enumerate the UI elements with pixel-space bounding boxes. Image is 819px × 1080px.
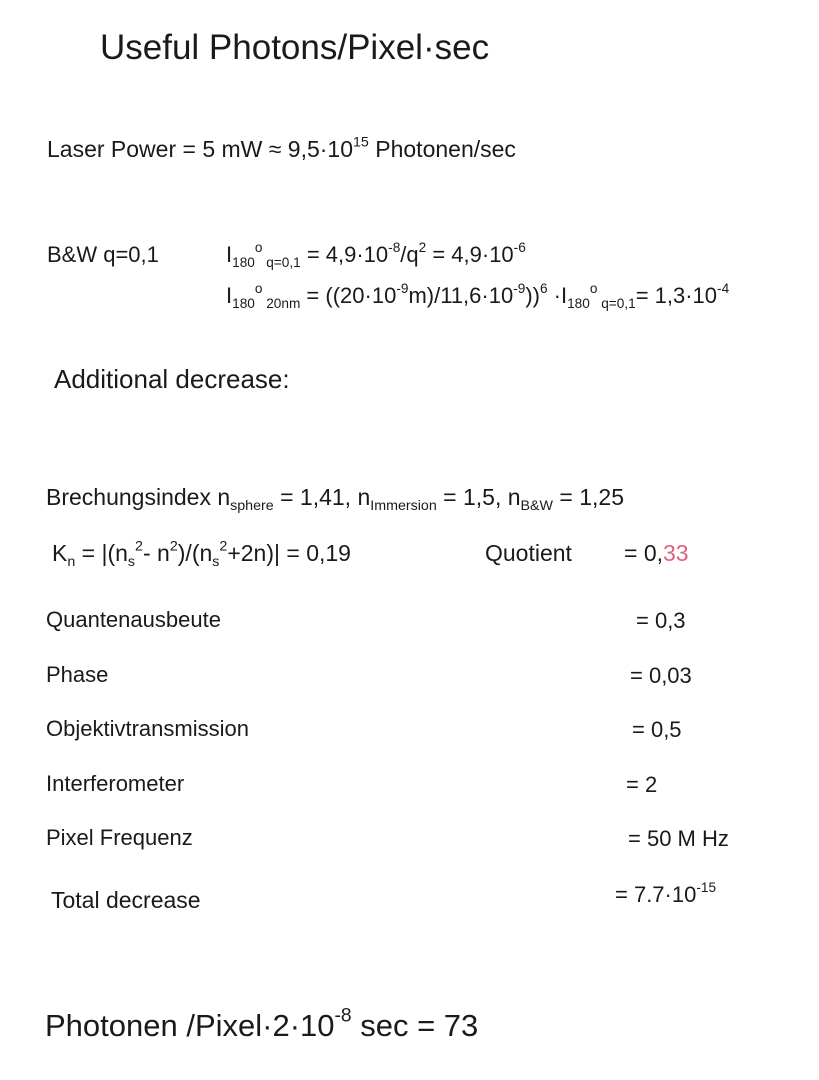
degree-sup: o <box>254 239 263 255</box>
page-title: Useful Photons/Pixel·sec <box>100 28 490 67</box>
laser-power-prefix: Laser Power = 5 mW ≈ 9,5·10 <box>47 136 353 162</box>
bw-line2-exp1: -9 <box>396 280 409 296</box>
degree-sup-3: o <box>589 280 598 296</box>
brechung-part3: = 1,5, n <box>436 484 521 510</box>
kn-part5: +2n)| = 0,19 <box>227 540 351 566</box>
brechung-sub-sphere: sphere <box>230 497 274 514</box>
brechungsindex-line <box>46 484 624 514</box>
brechung-part4: = 1,25 <box>553 484 624 510</box>
section-heading: Additional decrease: <box>54 364 290 394</box>
factor-value-interferometer: = 2 <box>626 772 658 797</box>
bw-line-1 <box>226 239 526 270</box>
intensity-symbol-2: I <box>226 283 233 308</box>
factor-value-phase: = 0,03 <box>630 663 692 688</box>
bw-line1-exp2: 2 <box>418 239 427 255</box>
kn-exp3: 2 <box>219 538 228 555</box>
intensity-symbol: I <box>226 242 233 267</box>
factor-value-objektivtransmission: = 0,5 <box>632 717 682 742</box>
intensity-sub-20nm: 20nm <box>262 295 301 311</box>
factor-label-objektivtransmission: Objektivtransmission <box>46 716 249 741</box>
factor-value-quantenausbeute: = 0,3 <box>636 608 686 633</box>
bw-label: B&W q=0,1 <box>47 242 159 267</box>
factor-label-phase: Phase <box>46 662 109 687</box>
factor-label-interferometer: Interferometer <box>46 771 185 796</box>
factor-value-pixel-frequenz: = 50 M Hz <box>628 826 729 851</box>
brechung-part1: Brechungsindex n <box>46 484 231 510</box>
bw-line1-exp3: -6 <box>513 239 526 255</box>
brechung-sub-immersion: Immersion <box>370 497 437 514</box>
kn-sub-s1: s <box>127 553 136 570</box>
brechung-part2: = 1,41, n <box>273 484 371 510</box>
bw-line1-part3: = 4,9·10 <box>426 242 514 267</box>
result-exp: -8 <box>334 1005 352 1027</box>
factor-label-quantenausbeute: Quantenausbeute <box>46 607 221 632</box>
kn-part3: - n <box>142 540 170 566</box>
bw-line1-part2: /q <box>400 242 419 267</box>
kn-formula <box>52 538 351 570</box>
kn-sub-n: n <box>67 553 76 570</box>
intensity-sub: 180 <box>232 254 255 270</box>
bw-line2-exp4: -4 <box>717 280 730 296</box>
quotient-label: Quotient <box>485 540 572 566</box>
bw-line1-exp1: -8 <box>388 239 401 255</box>
intensity-sub-q: q=0,1 <box>262 254 301 270</box>
degree-sup-2: o <box>254 280 263 296</box>
bw-line2-part5: = 1,3·10 <box>635 283 718 308</box>
bw-line2-part1: = ((20·10 <box>300 283 397 308</box>
bw-line2-exp2: -9 <box>513 280 526 296</box>
laser-power-exp: 15 <box>353 134 369 151</box>
kn-exp1: 2 <box>135 538 143 555</box>
kn-exp2: 2 <box>169 538 178 555</box>
bw-line2-part3: )) <box>525 283 540 308</box>
laser-power-line <box>47 136 516 163</box>
result-line <box>45 1005 479 1044</box>
bw-line2-part4: ·I <box>547 283 568 308</box>
brechung-sub-bw: B&W <box>520 497 554 514</box>
kn-part2: = |(n <box>75 540 128 566</box>
total-decrease-mantissa: = 7.7·10 <box>615 882 697 907</box>
kn-part4: )/(n <box>177 540 213 566</box>
intensity-sub-q-2: q=0,1 <box>597 295 636 311</box>
intensity-sub-2: 180 <box>232 295 255 311</box>
bw-line-2 <box>226 280 730 311</box>
intensity-sub-3: 180 <box>567 295 590 311</box>
total-decrease-exp: -15 <box>696 879 717 895</box>
factor-label-pixel-frequenz: Pixel Frequenz <box>46 825 193 850</box>
quotient-value-main: = 0, <box>624 540 664 566</box>
quotient-value <box>624 540 689 567</box>
laser-power-suffix: Photonen/sec <box>368 136 516 162</box>
result-part2: sec = 73 <box>351 1008 479 1043</box>
total-decrease-label: Total decrease <box>51 887 201 913</box>
total-decrease-value <box>615 879 717 908</box>
bw-line2-part2: m)/11,6·10 <box>408 283 514 308</box>
result-part1: Photonen /Pixel·2·10 <box>45 1008 335 1043</box>
kn-sub-s2: s <box>212 553 220 570</box>
quotient-value-highlight: 33 <box>663 540 689 566</box>
kn-part1: K <box>52 540 68 566</box>
bw-line2-exp3: 6 <box>539 280 548 296</box>
bw-line1-part1: = 4,9·10 <box>300 242 389 267</box>
